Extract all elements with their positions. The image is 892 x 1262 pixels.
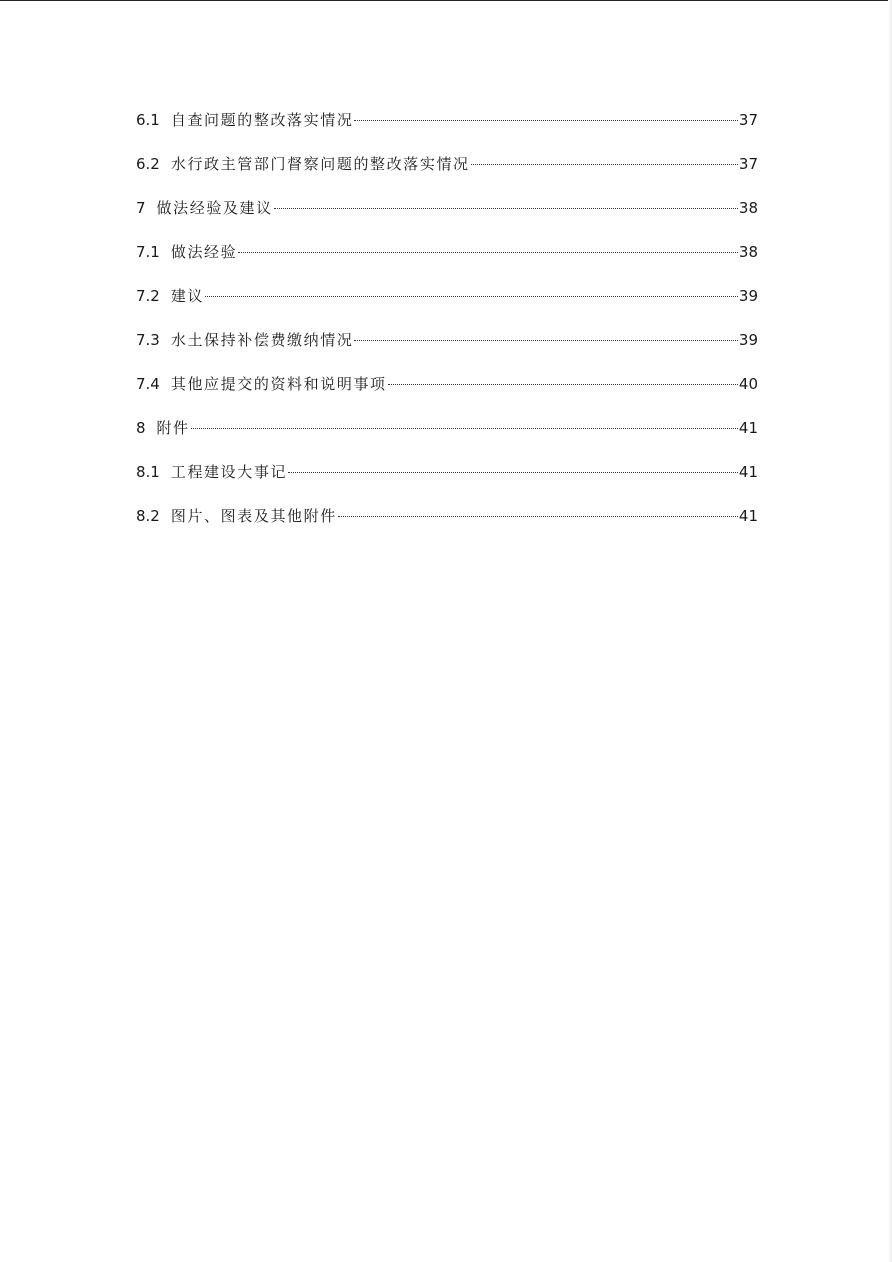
toc-entry-number: 8.1 xyxy=(136,463,160,481)
toc-entry[interactable] xyxy=(136,372,758,416)
toc-entry-page: 37 xyxy=(738,155,758,173)
toc-entry-number: 7.1 xyxy=(136,243,160,261)
toc-dot-leader xyxy=(205,296,738,297)
toc-entry-title: 做法经验及建议 xyxy=(156,199,273,217)
toc-entry-number: 7.2 xyxy=(136,287,160,305)
toc-entry-page: 41 xyxy=(738,507,758,525)
toc-entry-title: 附件 xyxy=(156,419,190,437)
toc-dot-leader xyxy=(238,252,738,253)
toc-entry[interactable] xyxy=(136,460,758,504)
toc-entry-page: 40 xyxy=(738,375,758,393)
toc-entry-number: 6.1 xyxy=(136,111,160,129)
toc-entry[interactable] xyxy=(136,416,758,460)
toc-entry-page: 38 xyxy=(738,243,758,261)
toc-entry-title: 工程建设大事记 xyxy=(170,463,288,481)
table-of-contents xyxy=(136,108,758,548)
toc-entry-title: 图片、图表及其他附件 xyxy=(170,507,337,525)
toc-entry[interactable] xyxy=(136,240,758,284)
toc-dot-leader xyxy=(354,120,737,121)
toc-entry-title: 水土保持补偿费缴纳情况 xyxy=(170,331,354,349)
toc-entry[interactable] xyxy=(136,504,758,548)
toc-entry-number: 8 xyxy=(136,419,146,437)
toc-entry-number: 7 xyxy=(136,199,146,217)
page-edge-shadow xyxy=(888,0,892,1262)
toc-entry-title: 其他应提交的资料和说明事项 xyxy=(170,375,387,393)
toc-entry[interactable] xyxy=(136,284,758,328)
toc-entry-number: 8.2 xyxy=(136,507,160,525)
toc-entry[interactable] xyxy=(136,152,758,196)
toc-entry-title: 建议 xyxy=(170,287,205,305)
page-top-border xyxy=(0,0,892,1)
toc-dot-leader xyxy=(388,384,738,385)
toc-dot-leader xyxy=(338,516,738,517)
toc-dot-leader xyxy=(274,208,738,209)
toc-entry-page: 41 xyxy=(738,419,758,437)
toc-entry-number: 7.3 xyxy=(136,331,160,349)
toc-entry-page: 38 xyxy=(738,199,758,217)
toc-entry-title: 自查问题的整改落实情况 xyxy=(170,111,354,129)
toc-entry-title: 做法经验 xyxy=(170,243,238,261)
toc-entry-page: 37 xyxy=(738,111,758,129)
toc-entry-page: 39 xyxy=(738,331,758,349)
toc-dot-leader xyxy=(288,472,738,473)
toc-dot-leader xyxy=(471,164,738,165)
toc-dot-leader xyxy=(191,428,738,429)
toc-dot-leader xyxy=(354,340,737,341)
toc-entry[interactable] xyxy=(136,196,758,240)
toc-entry-number: 6.2 xyxy=(136,155,160,173)
toc-entry-page: 41 xyxy=(738,463,758,481)
toc-entry-title: 水行政主管部门督察问题的整改落实情况 xyxy=(170,155,470,173)
toc-entry[interactable] xyxy=(136,328,758,372)
toc-entry[interactable] xyxy=(136,108,758,152)
toc-entry-page: 39 xyxy=(738,287,758,305)
toc-entry-number: 7.4 xyxy=(136,375,160,393)
